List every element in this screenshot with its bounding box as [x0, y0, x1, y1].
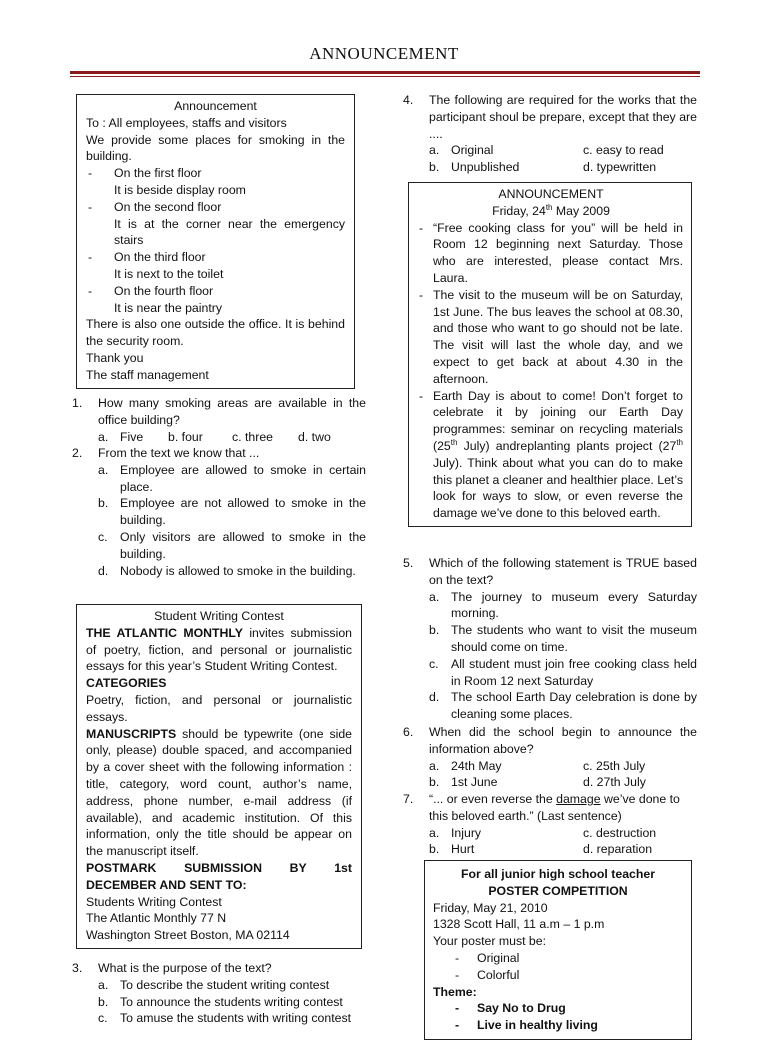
question-text: The following are required for the works that the participant shoul be prepare, except that they are ....	[429, 93, 697, 141]
option-d: d. 27th July	[583, 775, 646, 790]
outro-text: There is also one outside the office. It is behind the security room.	[86, 317, 345, 349]
question-number: 5.	[403, 556, 414, 570]
option-text: Only visitors are allowed to smoke in the building.	[120, 529, 366, 561]
school-announcement-box	[408, 182, 692, 527]
question-text	[429, 791, 697, 825]
intro-text: We provide some places for smoking in the building.	[86, 132, 345, 164]
option-b	[98, 495, 366, 529]
option-text: The journey to museum every Saturday morning.	[451, 589, 697, 621]
floor-item: - On the first floor It is beside display room	[86, 165, 345, 199]
option-text: The students who want to visit the museum should come on time.	[451, 623, 697, 654]
announcement-date	[419, 203, 683, 220]
option-a: Five	[120, 429, 144, 444]
option-text: All student must join free cooking class held in Room 12 next Saturday	[451, 656, 697, 688]
question-number: 2.	[72, 446, 83, 460]
theme-text: Say No to Drug	[477, 1001, 566, 1016]
option-text: To amuse the students with writing contest	[120, 1011, 352, 1026]
manuscripts-text	[86, 726, 352, 860]
option-marker: a.	[98, 462, 109, 477]
option-marker: d.	[98, 563, 109, 578]
contest-intro	[86, 625, 352, 675]
bullet-item: - Earth Day is about to come! Don’t forget to celebrate it by joining our Earth Day programmes: seminar on recycling materials (25th July) andreplanting plants project (27th July). Think about what you can do to make this planet a cleaner and healthier place. Let’s look for ways to slow, or even reverse the damage we’ve done to this beloved earth.	[419, 388, 683, 521]
underlined-word: damage	[556, 792, 601, 806]
option-b	[429, 622, 697, 656]
option-marker: a.	[98, 429, 109, 444]
question-number: 3.	[72, 961, 83, 975]
manuscripts-rest: should be typewrite (one side only, please) double spaced, and accompanied by a cover sheet with the following information : title, category, word count, author’s name, address, phone number, e-mail address (if available), and academic institution. Of this information, only the title should be appear on the manuscript itself.	[86, 726, 352, 859]
option-row	[98, 429, 366, 446]
option-d: d. typewritten	[583, 160, 657, 175]
option-marker: b.	[98, 496, 109, 511]
date-text: May 2009	[552, 203, 610, 218]
earth-day-text: July). Think about what you can do to make this planet a cleaner and healthier place. Let’s look for ways to slow, or even reverse the damage we’ve done to this beloved earth.	[433, 455, 683, 521]
competition-title: POSTER COMPETITION	[488, 883, 628, 898]
bullet-text: “Free cooking class for you” will be held in Room 12 beginning next Saturday. Those who are interested, please contact Mrs. Laura.	[433, 220, 683, 285]
question-text: Which of the following statement is TRUE based on the text?	[429, 556, 697, 587]
magazine-name: THE ATLANTIC MONTHLY	[86, 625, 243, 640]
option-a: Injury	[451, 825, 482, 840]
option-c	[98, 1010, 366, 1027]
postmark-text: POSTMARK SUBMISSION BY 1st DECEMBER AND SENT TO:	[86, 860, 352, 892]
option-marker: a.	[429, 758, 440, 773]
question-number: 1.	[72, 396, 83, 410]
option-row	[429, 159, 697, 176]
floor-detail: It is near the paintry	[114, 300, 222, 315]
option-a: Original	[451, 143, 494, 158]
option-row	[429, 774, 697, 791]
option-text: To describe the student writing contest	[120, 977, 330, 992]
question-5	[403, 555, 697, 723]
option-row	[429, 142, 697, 159]
question-7	[403, 791, 697, 858]
date-text: Friday, 24	[492, 203, 546, 218]
address-line: The Atlantic Monthly 77 N	[86, 911, 227, 926]
option-d	[429, 689, 697, 723]
address-line: Students Writing Contest	[86, 894, 222, 909]
option-b: Hurt	[451, 842, 475, 857]
question-6	[403, 724, 697, 791]
option-c	[98, 529, 366, 563]
option-b: b. four	[168, 429, 203, 444]
option-a	[98, 977, 366, 994]
manuscripts-label: MANUSCRIPTS	[86, 726, 177, 741]
option-c: c. 25th July	[583, 758, 646, 773]
bullet-text	[433, 388, 683, 522]
box-heading: Announcement	[174, 99, 257, 113]
theme-heading: Theme:	[433, 984, 477, 999]
option-marker: b.	[429, 160, 440, 175]
question-2	[72, 445, 366, 579]
option-marker: b.	[429, 842, 440, 857]
option-marker: a.	[98, 977, 109, 992]
floor-label: On the third floor	[114, 250, 206, 265]
question-text: When did the school begin to announce the information above?	[429, 725, 697, 756]
option-d: d. reparation	[583, 842, 653, 857]
option-a: 24th May	[451, 758, 502, 773]
requirements-heading: Your poster must be:	[433, 934, 547, 949]
floor-label: On the second floor	[114, 199, 222, 214]
intro-rest: invites submission of poetry, fiction, and personal or journalistic essays for this year’s Student Writing Contest.	[86, 625, 352, 674]
requirement-text: Colorful	[477, 967, 520, 982]
question-1	[72, 395, 366, 445]
floor-item: - On the third floor It is next to the toilet	[86, 249, 345, 283]
option-row	[429, 825, 697, 842]
question-text: What is the purpose of the text?	[98, 961, 272, 975]
option-text: Nobody is allowed to smoke in the building.	[120, 563, 356, 578]
quote-text: we’ve done to this beloved earth.” (Last sentence)	[429, 792, 680, 823]
theme-item: - Live in healthy living	[455, 1018, 598, 1033]
option-marker: c.	[98, 529, 108, 544]
smoking-announcement-box	[76, 94, 355, 389]
bullet-text: The visit to the museum will be on Saturday, 1st June. The bus leaves the school at 08.30, and those who want to go should not be late. The visit will last the whole day, and we expect to get back at about 4.30 in the afternoon.	[433, 287, 683, 386]
option-marker: a.	[429, 143, 440, 158]
recipient-line: To : All employees, staffs and visitors	[86, 115, 287, 130]
option-text: Employee are allowed to smoke in certain place.	[120, 462, 366, 494]
categories-heading: CATEGORIES	[86, 676, 167, 691]
signature-line: The staff management	[86, 367, 209, 382]
earth-day-text: July) andreplanting plants project (27	[457, 438, 677, 453]
date-suffix: th	[450, 437, 458, 447]
title-rule-thick	[70, 71, 700, 74]
box-heading: ANNOUNCEMENT	[498, 187, 604, 201]
option-marker: b.	[429, 775, 440, 790]
option-a	[429, 589, 697, 623]
option-c: c. destruction	[583, 825, 657, 840]
question-number: 7.	[403, 792, 414, 806]
floor-detail: It is beside display room	[114, 182, 246, 197]
option-marker: c.	[98, 1011, 108, 1026]
option-c: c. easy to read	[583, 143, 664, 158]
categories-text: Poetry, fiction, and personal or journalistic essays.	[86, 692, 352, 724]
date-suffix: th	[545, 202, 553, 212]
floor-item: - On the fourth floor It is near the paintry	[86, 283, 345, 317]
floor-detail: It is at the corner near the emergency stairs	[114, 216, 345, 248]
box-heading: Student Writing Contest	[154, 609, 284, 623]
earth-day-text: Earth Day is about to come! Don’t forget to celebrate it by joining our Earth Day programmes: seminar on recycling materials (25	[433, 388, 683, 453]
requirement-item: - Colorful	[455, 967, 520, 982]
option-marker: c.	[429, 656, 439, 671]
option-c	[429, 656, 697, 690]
question-text: From the text we know that ...	[98, 446, 260, 460]
theme-text: Live in healthy living	[477, 1018, 598, 1033]
floor-detail: It is next to the toilet	[114, 266, 224, 281]
option-d: d. two	[298, 429, 331, 444]
option-marker: a.	[429, 825, 440, 840]
option-marker: b.	[429, 623, 440, 638]
option-marker: d.	[429, 690, 440, 705]
floor-item: - On the second floor It is at the corner near the emergency stairs	[88, 199, 345, 248]
option-b: 1st June	[451, 775, 498, 790]
question-number: 6.	[403, 725, 414, 739]
option-marker: b.	[98, 994, 109, 1009]
writing-contest-box	[76, 604, 362, 949]
question-number: 4.	[403, 93, 414, 107]
option-c: c. three	[232, 429, 274, 444]
audience-line: For all junior high school teacher	[460, 867, 656, 881]
thanks-line: Thank you	[86, 350, 144, 365]
event-place: 1328 Scott Hall, 11 a.m – 1 p.m	[433, 917, 605, 932]
option-b: Unpublished	[451, 160, 520, 175]
quote-text: “... or even reverse the	[429, 792, 557, 806]
bullet-item: - “Free cooking class for you” will be held in Room 12 beginning next Saturday. Those who are interested, please contact Mrs. Laura.	[419, 220, 683, 285]
option-b	[98, 994, 366, 1011]
option-d	[98, 563, 366, 580]
option-row	[429, 758, 697, 775]
option-row	[429, 841, 697, 858]
theme-item: - Say No to Drug	[455, 1001, 566, 1016]
floor-label: On the first floor	[114, 166, 202, 181]
floor-label: On the fourth floor	[114, 283, 214, 298]
option-text: The school Earth Day celebration is done by cleaning some places.	[451, 690, 697, 722]
option-text: To announce the students writing contest	[120, 994, 343, 1009]
date-suffix: th	[676, 437, 683, 447]
requirement-text: Original	[477, 950, 520, 965]
bullet-item: - The visit to the museum will be on Saturday, 1st June. The bus leaves the school at 08.30, and those who want to go should not be late. The visit will last the whole day, and we expect to get back at about 4.30 in the afternoon.	[419, 287, 683, 386]
poster-competition-box	[424, 860, 692, 1040]
option-text: Employee are not allowed to smoke in the building.	[120, 496, 366, 528]
option-marker: a.	[429, 589, 440, 604]
address-line: Washington Street Boston, MA 02114	[86, 928, 290, 943]
question-4	[403, 92, 697, 176]
question-3	[72, 960, 366, 1027]
title-rule-thin	[70, 76, 700, 77]
question-text: How many smoking areas are available in the office building?	[98, 396, 366, 427]
page-title: ANNOUNCEMENT	[309, 44, 459, 63]
event-date: Friday, May 21, 2010	[433, 900, 548, 915]
requirement-item: - Original	[455, 950, 520, 965]
option-a	[98, 462, 366, 496]
